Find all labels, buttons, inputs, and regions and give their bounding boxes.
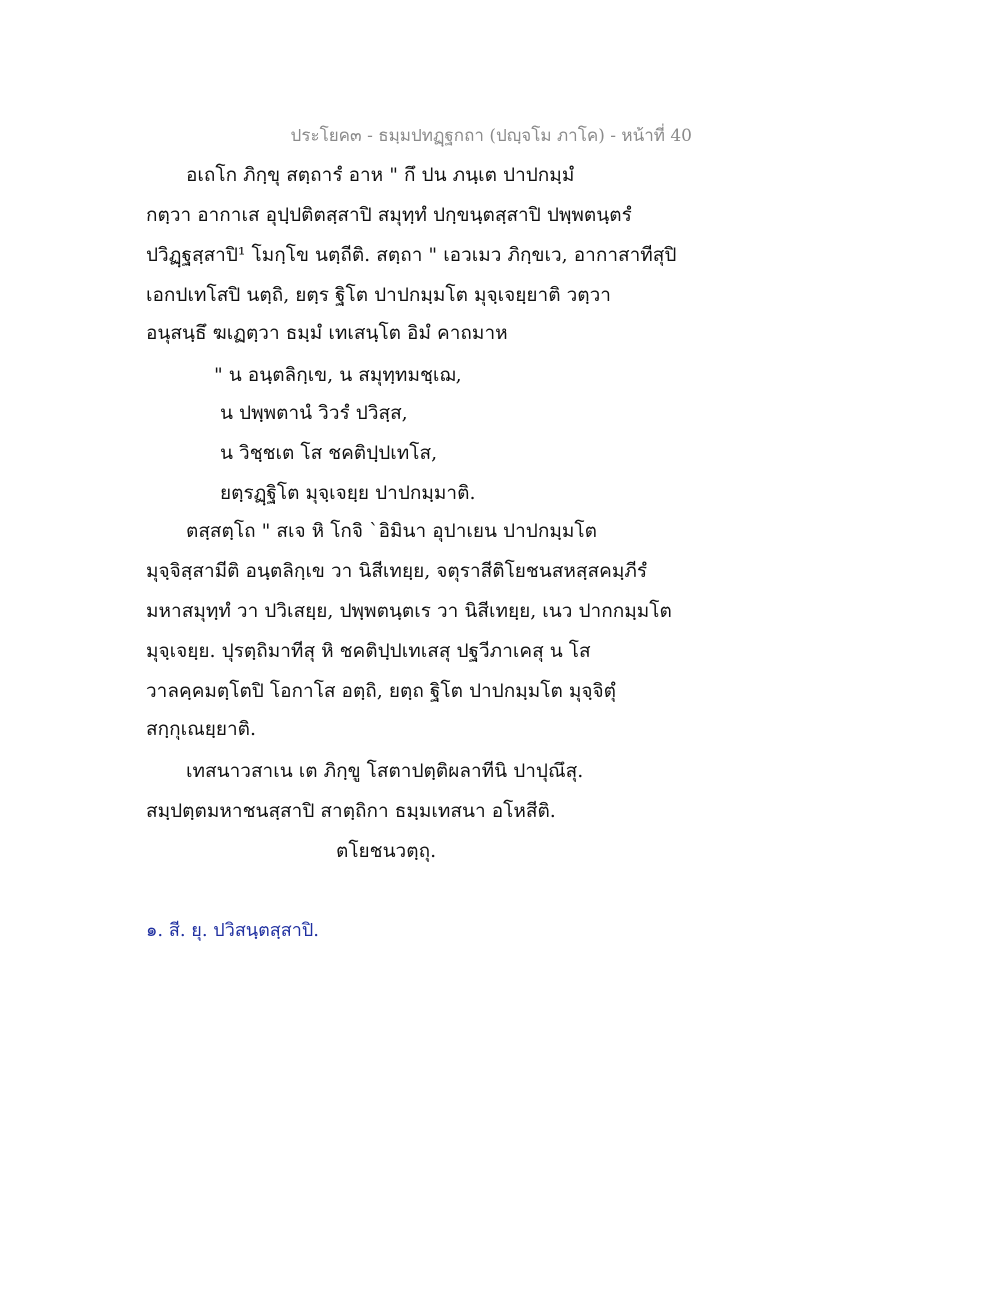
body-line: ปวิฏฺฐสฺสาปิ¹ โมกฺโข นตฺถีติ. สตฺถา " เอวเมว ภิกฺขเว, อากาสาทีสุปิ [146,244,677,266]
verse-line: " น อนฺตลิกฺเข, น สมุทฺทมชฺเฌ, [214,364,462,386]
body-line: อเถโก ภิกฺขุ สตฺถารํ อาห " กึ ปน ภนฺเต ปาปกมฺมํ [186,164,575,186]
body-line: อนุสนฺธึ ฆเฏตฺวา ธมฺมํ เทเสนฺโต อิมํ คาถมาห [146,322,508,344]
verse-line: น ปพฺพตานํ วิวรํ ปวิสฺส, [220,402,408,424]
verse-line: น วิชฺชเต โส ชคติปฺปเทโส, [220,442,438,464]
body-line: มุจฺจิสฺสามีติ อนฺตลิกฺเข วา นิสีเทยฺย, จตุราสีติโยชนสหสฺสคมฺภีรํ [146,560,648,582]
body-line: มหาสมุทฺทํ วา ปวิเสยฺย, ปพฺพตนฺตเร วา นิสีเทยฺย, เนว ปากกมฺมโต [146,600,672,622]
body-line: มุจฺเจยฺย. ปุรตฺถิมาทีสุ หิ ชคติปฺปเทเสสุ ปฐวีภาเคสุ น โส [146,640,591,662]
body-line: เทสนาวสาเน เต ภิกฺขู โสตาปตฺติผลาทีนิ ปาปุณึสุ. [186,760,584,782]
body-line: สมฺปตฺตมหาชนสฺสาปิ สาตฺถิกา ธมฺมเทสนา อโหสีติ. [146,800,556,822]
verse-line: ยตฺรฏฺฐิโต มุจฺเจยฺย ปาปกมฺมาติ. [220,482,476,504]
page-header: ประโยค๓ - ธมฺมปทฏฺฐกถา (ปญฺจโม ภาโค) - หน้าที่ 40 [290,126,692,146]
body-line: สกฺกุเณยฺยาติ. [146,718,257,740]
body-line: วาลคฺคมตฺโตปิ โอกาโส อตฺถิ, ยตฺถ ฐิโต ปาปกมฺมโต มุจฺจิตุํ [146,680,617,702]
footnote: ๑. สี. ยุ. ปวิสนฺตสฺสาปิ. [146,920,320,941]
body-line: กตฺวา อากาเส อุปฺปติตสฺสาปิ สมุทฺทํ ปกฺขนฺตสฺสาปิ ปพฺพตนฺตรํ [146,204,632,226]
body-line: ตสฺสตฺโถ " สเจ หิ โกจิ `อิมินา อุปาเยน ปาปกมฺมโต [186,520,597,542]
body-line: เอกปเทโสปิ นตฺถิ, ยตฺร ฐิโต ปาปกมฺมโต มุจฺเจยฺยาติ วตฺวา [146,284,611,306]
section-closing: ตโยชนวตฺถุ. [336,840,437,862]
